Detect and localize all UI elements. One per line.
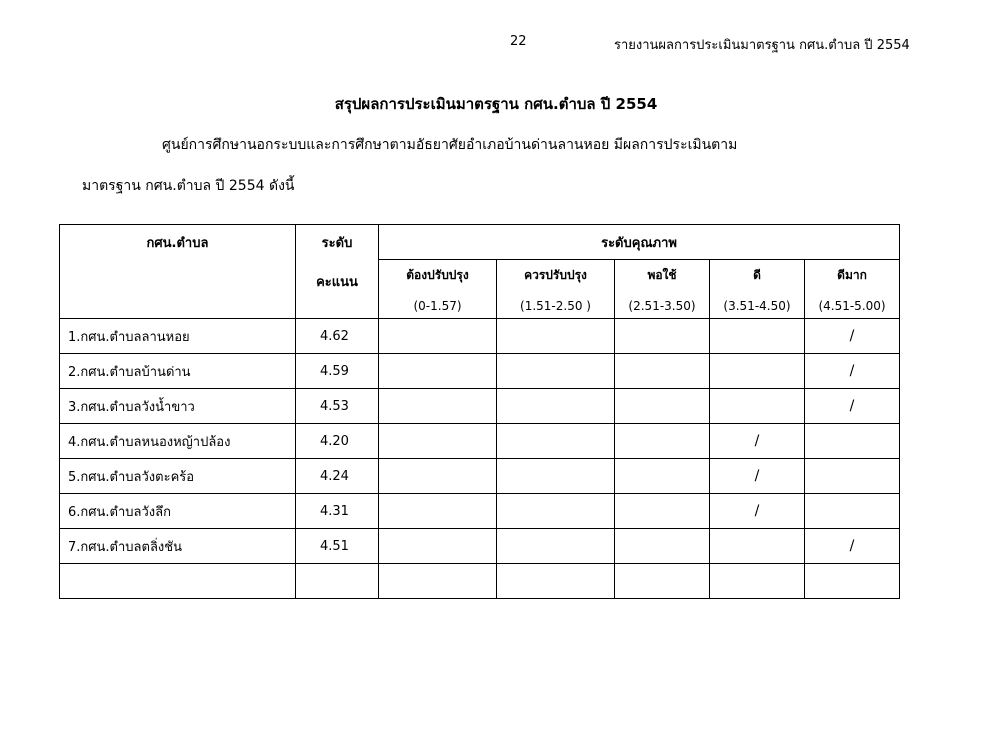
level-cell [615,424,710,459]
level-cell [379,529,497,564]
assessment-table [59,224,900,599]
column-header-score-line-1: ระดับ [321,236,353,251]
level-cell [497,354,615,389]
level-cell [497,494,615,529]
table-row [60,354,900,389]
center-name-cell [60,564,296,599]
level-cell [805,459,900,494]
level-name: พอใช้ [647,268,677,282]
level-cell [615,494,710,529]
center-name-cell: 5.กศน.ตำบลวังตะคร้อ [60,459,296,494]
level-mark: / [849,328,855,344]
level-name: ดีมาก [837,268,867,282]
center-name-cell: 3.กศน.ตำบลวังน้ำขาว [60,389,296,424]
level-cell [615,459,710,494]
level-cell [379,459,497,494]
score-cell: 4.31 [296,494,379,529]
level-cell [615,354,710,389]
level-range: (4.51-5.00) [818,299,886,313]
level-name: ควรปรับปรุง [524,268,587,282]
level-header-1 [379,260,497,319]
document-title: สรุปผลการประเมินมาตรฐาน กศน.ตำบล ปี 2554 [334,95,658,113]
level-cell [710,529,805,564]
table-row [60,494,900,529]
level-cell [805,389,900,424]
level-cell [805,354,900,389]
level-cell [710,354,805,389]
level-range: (2.51-3.50) [628,299,696,313]
score-cell [296,564,379,599]
level-cell [615,529,710,564]
running-header: รายงานผลการประเมินมาตรฐาน กศน.ตำบล ปี 2554 [614,38,910,53]
level-cell [615,319,710,354]
level-name: ต้องปรับปรุง [406,268,469,282]
level-name: ดี [753,268,761,282]
level-mark: / [849,398,855,414]
score-cell: 4.24 [296,459,379,494]
level-cell [497,389,615,424]
level-range: (3.51-4.50) [723,299,791,313]
column-header-center-name: กศน.ตำบล [60,225,296,319]
level-mark: / [849,538,855,554]
level-cell [379,389,497,424]
level-cell [497,529,615,564]
level-cell [379,564,497,599]
center-name-cell: 6.กศน.ตำบลวังลึก [60,494,296,529]
score-cell: 4.20 [296,424,379,459]
level-cell [497,564,615,599]
table-row [60,319,900,354]
level-cell [710,424,805,459]
center-name-cell: 4.กศน.ตำบลหนองหญ้าปล้อง [60,424,296,459]
center-name-cell: 2.กศน.ตำบลบ้านด่าน [60,354,296,389]
level-cell [379,319,497,354]
level-cell [805,494,900,529]
score-cell: 4.62 [296,319,379,354]
intro-paragraph-line-1: ศูนย์การศึกษานอกระบบและการศึกษาตามอัธยาศัยอำเภอบ้านด่านลานหอย มีผลการประเมินตาม [162,137,738,153]
table-row [60,424,900,459]
level-cell [710,564,805,599]
center-name-cell: 1.กศน.ตำบลลานหอย [60,319,296,354]
intro-paragraph-line-2: มาตรฐาน กศน.ตำบล ปี 2554 ดังนี้ [82,178,295,194]
level-cell [615,389,710,424]
level-cell [710,494,805,529]
level-header-4 [710,260,805,319]
table-row [60,459,900,494]
level-range: (0-1.57) [413,299,462,313]
level-cell [805,564,900,599]
level-cell [379,354,497,389]
level-cell [497,319,615,354]
table-row [60,564,900,599]
level-header-2 [497,260,615,319]
table-row [60,529,900,564]
page-number: 22 [510,34,527,49]
column-header-quality-level: ระดับคุณภาพ [379,225,900,260]
level-cell [615,564,710,599]
level-cell [497,459,615,494]
level-cell [805,319,900,354]
score-cell: 4.53 [296,389,379,424]
level-header-3 [615,260,710,319]
level-cell [805,529,900,564]
column-header-score [296,225,379,319]
center-name-cell: 7.กศน.ตำบลตลิ่งชัน [60,529,296,564]
level-cell [497,424,615,459]
level-mark: / [849,363,855,379]
level-range: (1.51-2.50 ) [520,299,591,313]
level-cell [710,459,805,494]
level-mark: / [754,468,760,484]
level-mark: / [754,433,760,449]
score-cell: 4.51 [296,529,379,564]
level-cell [379,424,497,459]
level-cell [710,389,805,424]
table-row [60,389,900,424]
level-cell [379,494,497,529]
table-body [60,319,900,599]
level-header-5 [805,260,900,319]
score-cell: 4.59 [296,354,379,389]
column-header-score-line-2: คะแนน [316,275,358,290]
level-cell [805,424,900,459]
level-cell [710,319,805,354]
level-mark: / [754,503,760,519]
